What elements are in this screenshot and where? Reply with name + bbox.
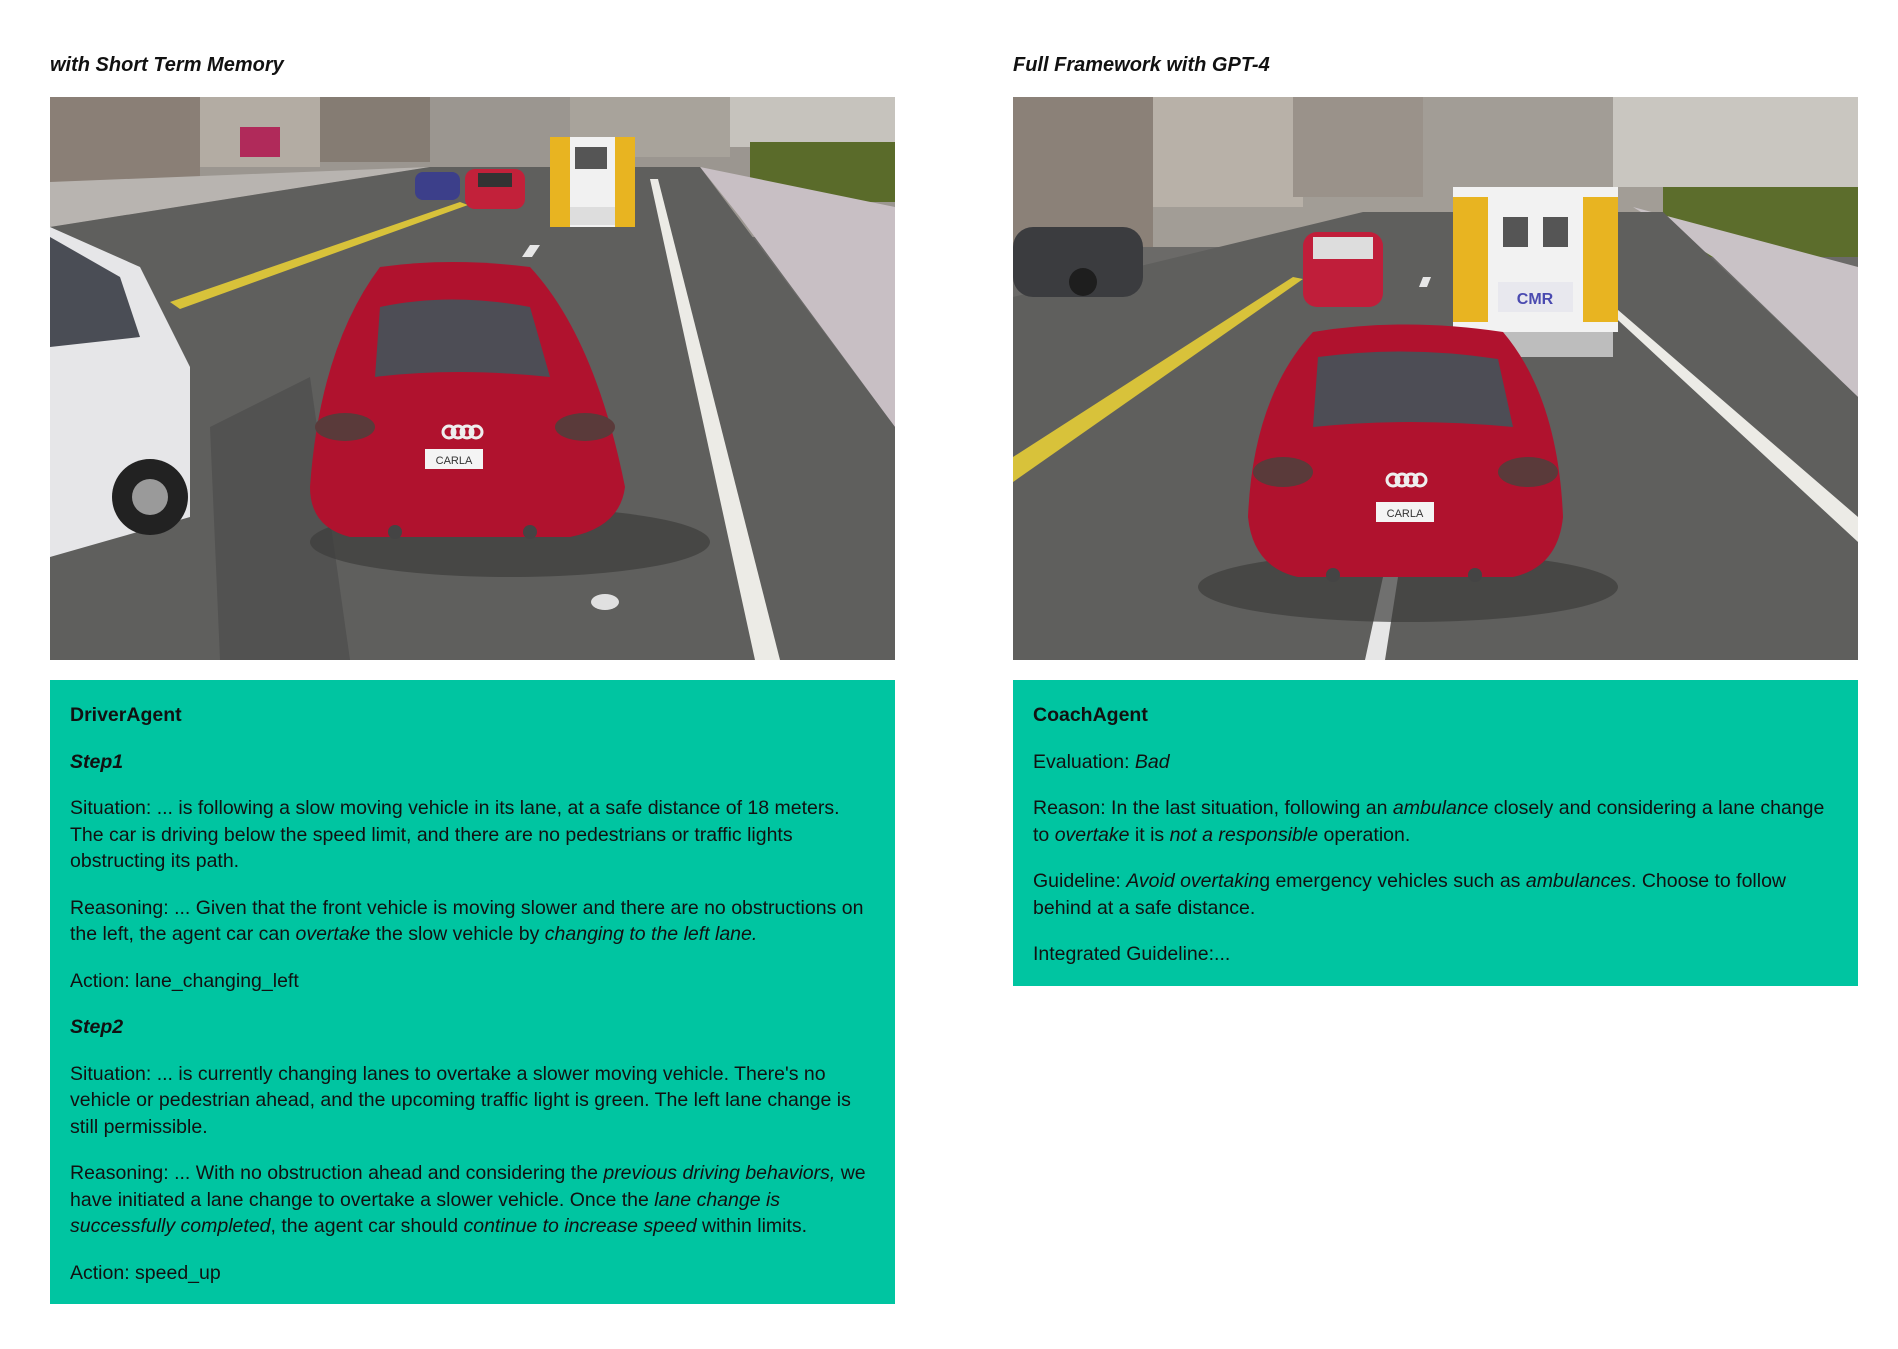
right-scene-image (1013, 97, 1858, 660)
guideline: Guideline: Avoid overtaking emergency vehicles such as ambulances. Choose to follow behind at a safe distance. (1033, 870, 1787, 919)
left-heading: with Short Term Memory (50, 54, 284, 76)
step2-reasoning: Reasoning: ... With no obstruction ahead and considering the previous driving behaviors, we have initiated a lane change to overtake a slower vehicle. Once the lane change is successfully completed, the agent car should continue to increase speed within limits. (70, 1162, 866, 1237)
coach-agent-title: CoachAgent (1033, 704, 1148, 726)
right-heading: Full Framework with GPT-4 (1013, 54, 1270, 76)
coach-agent-panel (1013, 680, 1858, 986)
left-plate-text: CARLA (435, 455, 473, 467)
step2-action: Action: speed_up (70, 1261, 221, 1284)
step1-label: Step1 (70, 750, 124, 773)
step1-action: Action: lane_changing_left (70, 969, 299, 992)
step2-situation: Situation: ... is currently changing lanes to overtake a slower moving vehicle. There's no vehicle or pedestrian ahead, and the upcoming traffic light is green. The left lane change is still permissible. (70, 1062, 851, 1138)
right-plate-text: CARLA (1386, 508, 1424, 520)
integrated-guideline: Integrated Guideline:... (1033, 943, 1231, 965)
reason: Reason: In the last situation, following an ambulance closely and considering a lane change to overtake it is not a responsible operation. (1033, 797, 1825, 846)
driver-agent-title: DriverAgent (70, 704, 182, 726)
step1-reasoning: Reasoning: ... Given that the front vehicle is moving slower and there are no obstructions on the left, the agent car can overtake the slow vehicle by changing to the left lane. (70, 896, 864, 945)
evaluation: Evaluation: Bad (1033, 750, 1170, 773)
driver-agent-panel (50, 680, 895, 1304)
left-scene-image (50, 97, 895, 660)
step2-label: Step2 (70, 1016, 124, 1038)
step1-situation: Situation: ... is following a slow moving vehicle in its lane, at a safe distance of 18 meters. The car is driving below the speed limit, and there are no pedestrians or traffic lights obstructing its path. (70, 797, 840, 872)
ambulance-text: CMR (1516, 291, 1554, 308)
